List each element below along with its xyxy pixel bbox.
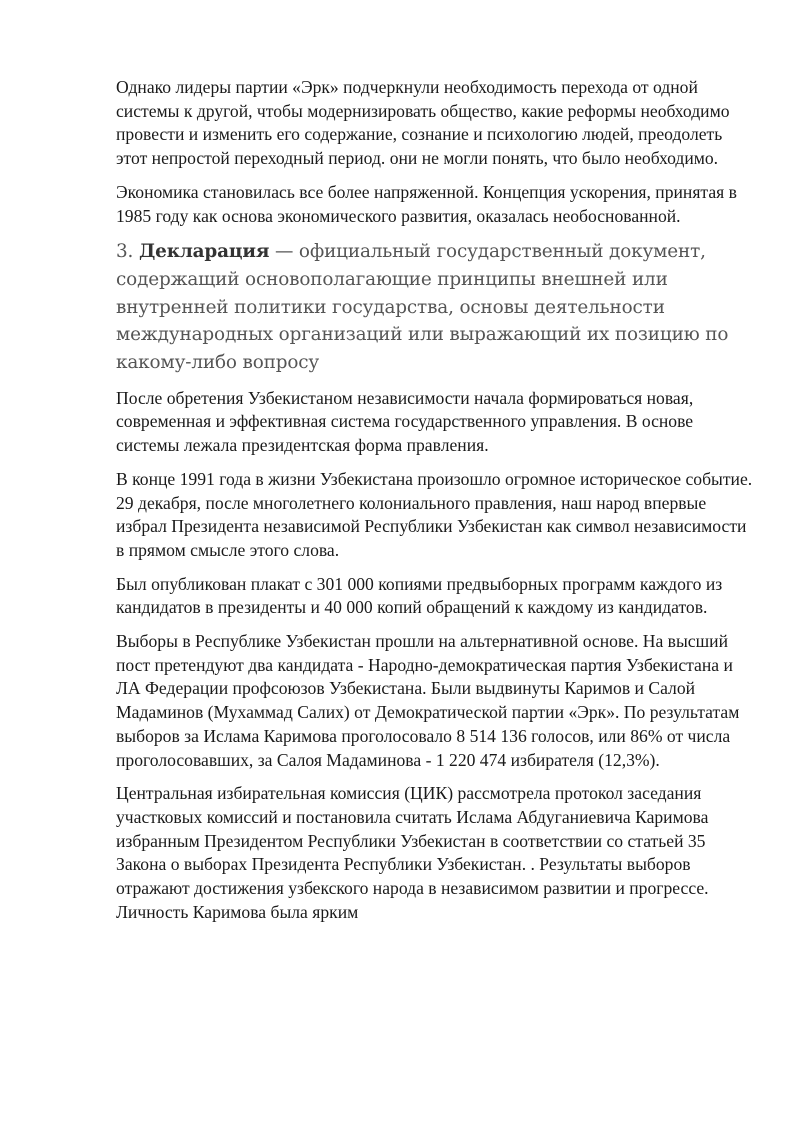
paragraph-erk-leaders: Однако лидеры партии «Эрк» подчеркнули необходимость перехода от одной системы к другой, чтобы модернизировать общество, какие реформы необходимо провести и изменить его содержание, сознание и психологию людей, преодолеть этот непростой переходный период. они не могли понять, что было необходимо. (116, 77, 730, 169)
paragraph-cec: Центральная избирательная комиссия (ЦИК) рассмотрела протокол заседания участковых комиссий и постановила считать Ислама Абдуганиевича Каримова избранным Президентом Республики Узбекистан в соответствии со статьей 35 Закона о выборах Президента Республики Узбекистан. . Результаты выборов отражают достижения узбекского народа в независимом развитии и прогрессе. Личность Каримова была ярким (116, 783, 709, 922)
paragraph-poster: Был опубликован плакат с 301 000 копиями предвыборных программ каждого из кандидатов в президенты и 40 000 копий обращений к каждому из кандидатов. (116, 573, 723, 618)
definition-declaration (116, 238, 756, 377)
paragraph-election-results: Выборы в Республике Узбекистан прошли на альтернативной основе. На высший пост претендуют два кандидата - Народно-демократическая партия Узбекистана и ЛА Федерации профсоюзов Узбекистана. Были выдвинуты Каримов и Салой Мадаминов (Мухаммад Салих) от Демократической партии «Эрк». По результатам выборов за Ислама Каримова проголосовало 8 514 136 голосов, или 86% от числа проголосовавших, за Салоя Мадаминова - 1 220 474 избирателя (12,3%). (116, 631, 740, 770)
definition-term: Декларация (138, 241, 270, 263)
paragraph-independence-government: После обретения Узбекистаном независимости начала формироваться новая, современная и эффективная система государственного управления. В основе системы лежала президентская форма правления. (116, 387, 694, 456)
definition-text: — официальный государственный документ, содержащий основополагающие принципы внешней или внутренней политики государства, основы деятельности международных организаций или выражающий их позицию по какому-либо вопросу (116, 241, 729, 374)
paragraph-1991-election: В конце 1991 года в жизни Узбекистана произошло огромное историческое событие. 29 декабря, после многолетнего колониального правления, наш народ впервые избрал Президента независимой Республики Узбекистан как символ независимости в прямом смысле этого слова. (116, 468, 753, 560)
document-body (116, 76, 756, 935)
definition-number: 3. (116, 241, 139, 263)
paragraph-economy: Экономика становилась все более напряженной. Концепция ускорения, принятая в 1985 году как основа экономического развития, оказалась необоснованной. (116, 181, 737, 226)
